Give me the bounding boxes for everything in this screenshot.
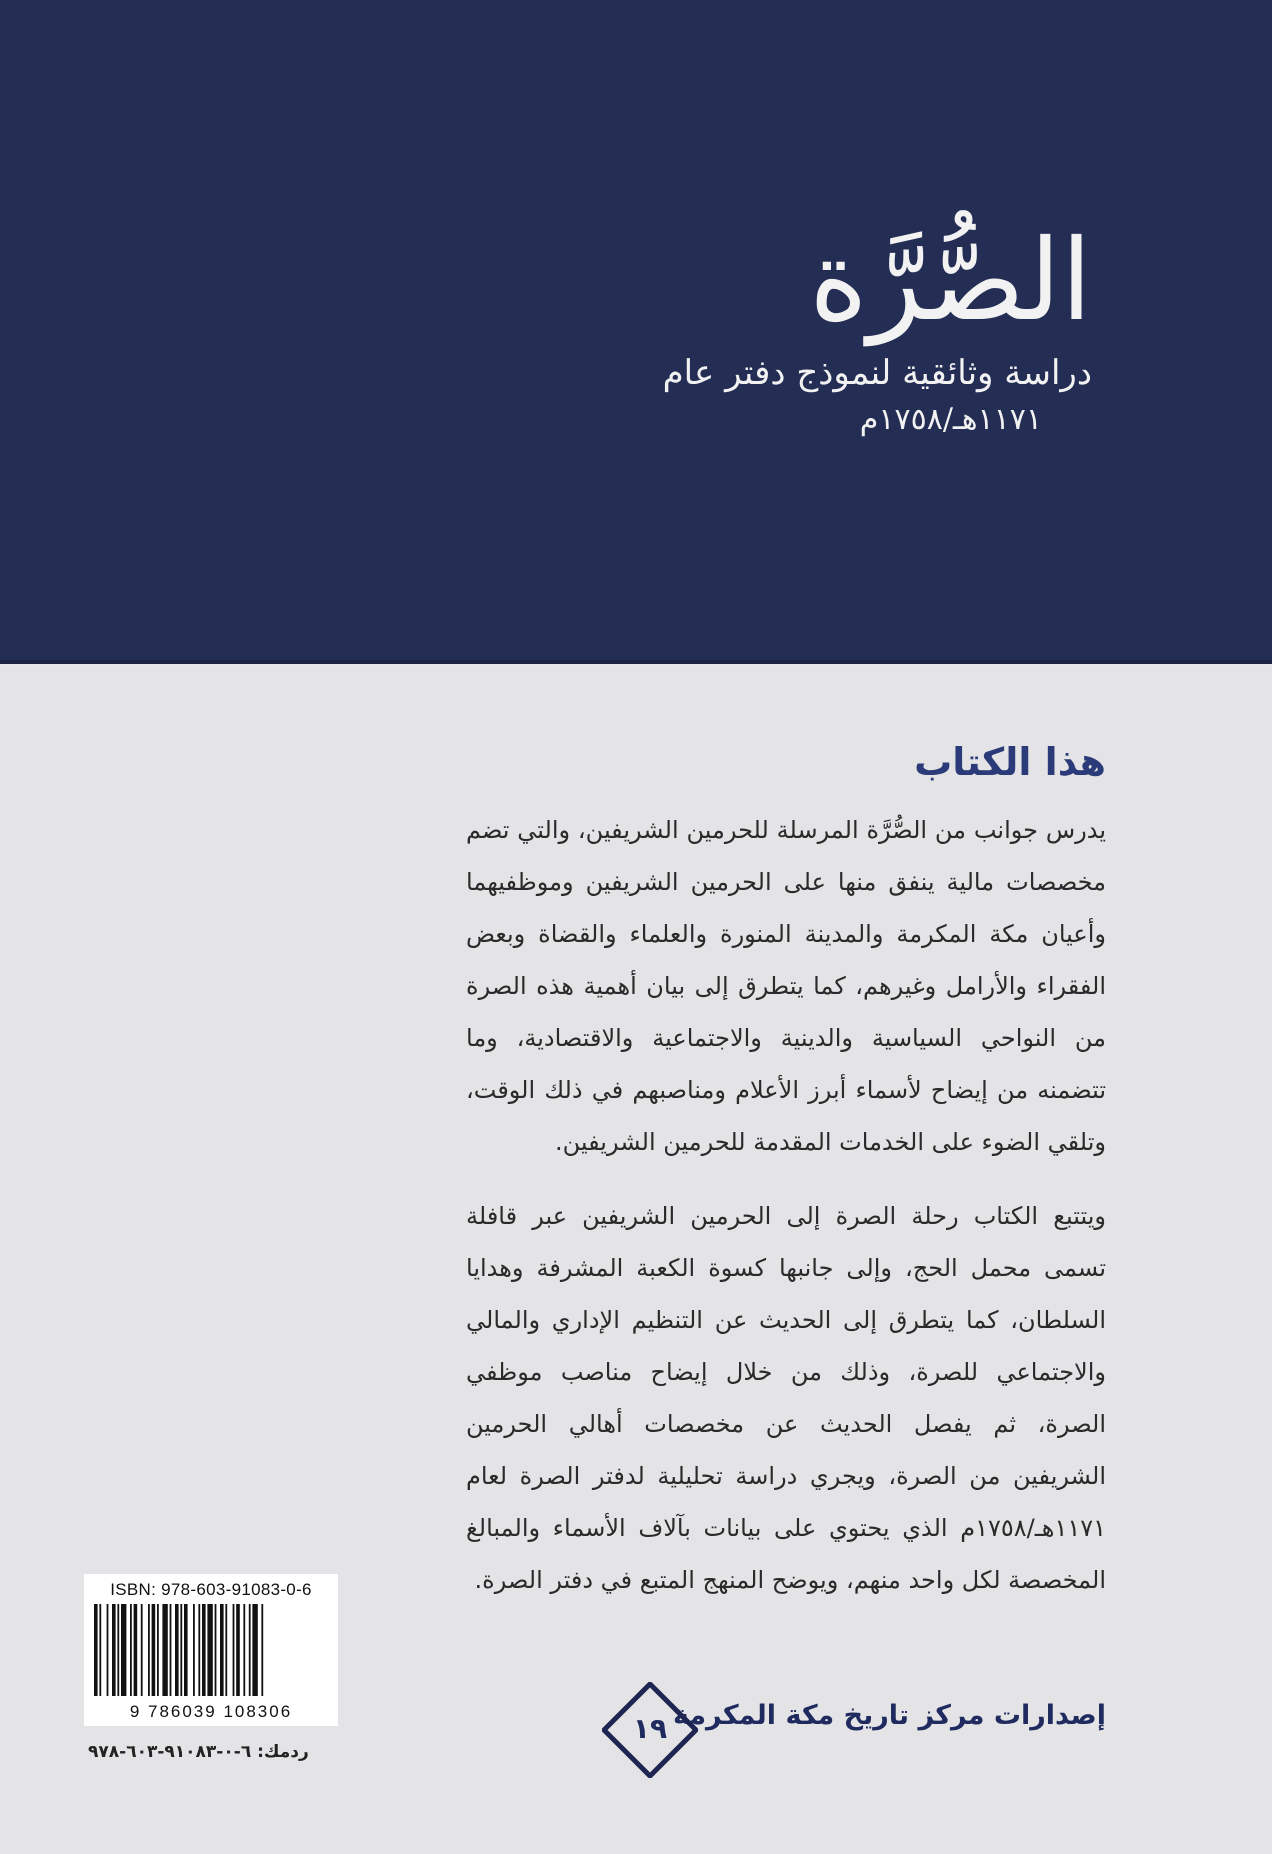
radmak-number: ردمك: ٦-٠-٩١٠٨٣-٦٠٣-٩٧٨ [88,1742,309,1762]
about-section [466,740,1106,1628]
barcode-bar [243,1604,245,1696]
isbn-text: ISBN: 978-603-91083-0-6 [110,1580,312,1599]
barcode-bar [148,1604,150,1696]
barcode-bar [261,1604,263,1696]
barcode-bar [107,1604,109,1696]
barcode-bar [117,1604,119,1696]
barcode-bar [157,1604,159,1696]
barcode-bar [99,1604,101,1696]
paragraph-2: ويتتبع الكتاب رحلة الصرة إلى الحرمين الشريفين عبر قافلة تسمى محمل الحج، وإلى جانبها كسوة الكعبة المشرفة وهدايا السلطان، كما يتطرق إلى الحديث عن التنظيم الإداري والمالي والاجتماعي للصرة، وذلك من خلال إيضاح مناصب موظفي الصرة، ثم يفصل الحديث عن مخصصات أهالي الحرمين الشريفين من الصرة، ويجري دراسة تحليلية لدفتر الصرة لعام ١١٧١هـ/١٧٥٨م الذي يحتوي على بيانات بآلاف الأسماء والمبالغ المخصصة لكل واحد منهم، ويوضح المنهج المتبع في دفتر الصرة. [466,1202,1106,1594]
book-title: الصُّرَّة [809,216,1092,346]
series-number: ١٩ [632,1712,668,1745]
barcode-bar [162,1604,167,1696]
barcode-bar [202,1604,206,1696]
series-number-badge [602,1682,698,1778]
barcode-bar [170,1604,172,1696]
barcode-bar [220,1604,224,1696]
barcode-bar [130,1604,132,1696]
book-date: ١١٧١هـ/١٧٥٨م [859,401,1042,437]
barcode-bar [249,1604,251,1696]
section-heading: هذا الكتاب [914,740,1106,784]
barcode-bars [90,1604,332,1698]
barcode-bar [198,1604,200,1696]
barcode-bar [236,1604,240,1696]
barcode-bar [207,1604,212,1696]
barcode-bar [134,1604,138,1696]
barcode-bar [152,1604,156,1696]
cover-top-band [0,0,1272,664]
barcode-bar [184,1604,188,1696]
barcode-bar [180,1604,182,1696]
barcode-bar [175,1604,179,1696]
barcode-bar [121,1604,126,1696]
barcode-bar [215,1604,217,1696]
barcode-digits: 9 786039 108306 [129,1702,293,1721]
isbn-barcode [84,1574,338,1726]
title-block [572,216,1092,437]
barcode-bar [193,1604,195,1696]
barcode-bar [233,1604,235,1696]
barcode-bar [112,1604,116,1696]
paragraph-1: يدرس جوانب من الصُّرَّة المرسلة للحرمين الشريفين، والتي تضم مخصصات مالية ينفق منها على الحرمين الشريفين وموظفيهما وأعيان مكة المكرمة والمدينة المنورة والعلماء والقضاة وبعض الفقراء والأرامل وغيرهم، كما يتطرق إلى بيان أهمية هذه الصرة من النواحي السياسية والدينية والاجتماعية والاقتصادية، وما تتضمنه من إيضاح لأسماء أبرز الأعلام ومناصبهم في ذلك الوقت، وتلقي الضوء على الخدمات المقدمة للحرمين الشريفين. [466,816,1106,1156]
barcode-bar [225,1604,227,1696]
barcode-bar [141,1604,143,1696]
book-subtitle: دراسة وثائقية لنموذج دفتر عام [662,353,1092,393]
barcode-bar [252,1604,257,1696]
series-label: إصدارات مركز تاريخ مكة المكرمة [672,1700,1106,1731]
barcode-bar [94,1604,98,1696]
